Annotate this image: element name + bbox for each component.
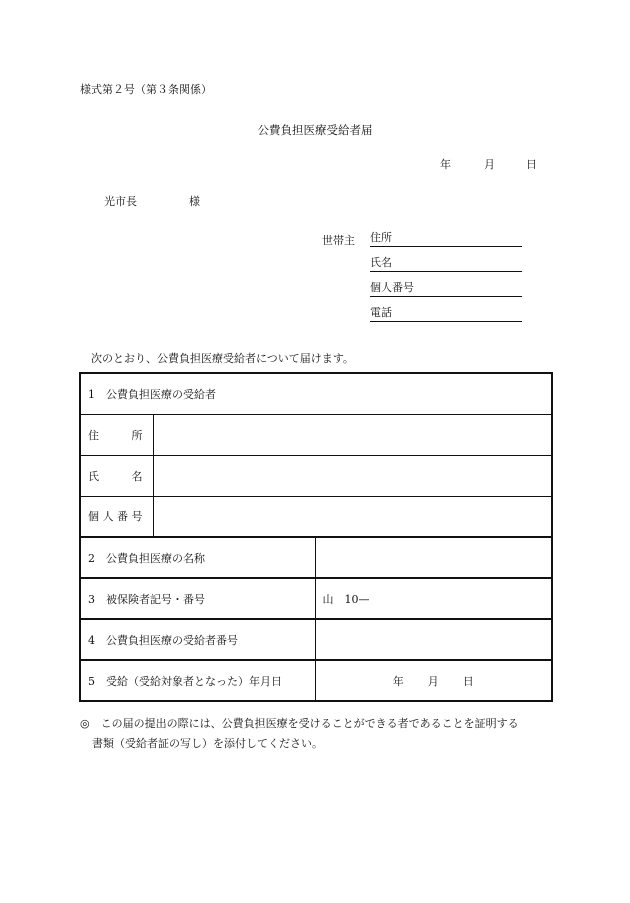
note-line-2: 書類（受給者証の写し）を添付してください。 [92,737,323,750]
applicant-phone-field[interactable]: 電話 [370,304,522,322]
addressee-name: 光市長 [104,195,137,208]
mynumber-label: 個人番号 [80,496,153,537]
date-day: 日 [526,158,537,171]
date-year: 年 [440,158,451,171]
section-recipient-header: 1 公費負担医療の受給者 [88,387,216,401]
addressee [104,193,200,209]
applicant-mynumber-field[interactable]: 個人番号 [370,279,522,297]
receipt-day: 日 [462,674,474,688]
page-title: 公費負担医療受給者届 [257,123,373,137]
insured-number-label: 3 被保険者記号・番号 [80,578,315,619]
name-label: 氏 名 [80,455,153,496]
addressee-honorific: 様 [189,195,200,208]
date-month: 月 [484,158,495,171]
applicant-name-field[interactable]: 氏名 [370,254,522,272]
householder-label: 世帯主 [322,234,355,247]
recipient-number-label: 4 公費負担医療の受給者番号 [80,619,315,660]
receipt-date-cell[interactable] [315,660,552,701]
note-mark: ◎ [80,717,90,730]
receipt-date-label: 5 受給（受給対象者となった）年月日 [80,660,315,701]
intro-text: 次のとおり、公費負担医療受給者について届けます。 [91,352,354,365]
note [80,714,550,754]
insured-number-cell[interactable]: 山 10— [315,578,552,619]
form-number: 様式第２号（第３条関係） [80,83,212,96]
public-expense-name-cell[interactable] [315,537,552,578]
receipt-year: 年 [392,674,404,688]
public-expense-name-label: 2 公費負担医療の名称 [80,537,315,578]
note-line-1: この届の提出の際には、公費負担医療を受けることができる者であることを証明する [100,717,519,730]
date-line [440,156,537,172]
recipient-number-cell[interactable] [315,619,552,660]
recipient-table [79,372,553,702]
address-label: 住 所 [80,414,153,455]
receipt-month: 月 [427,674,439,688]
recipient-name-cell[interactable] [153,455,552,496]
recipient-mynumber-cell[interactable] [153,496,552,537]
recipient-address-cell[interactable] [153,414,552,455]
applicant-address-field[interactable]: 住所 [370,229,522,247]
